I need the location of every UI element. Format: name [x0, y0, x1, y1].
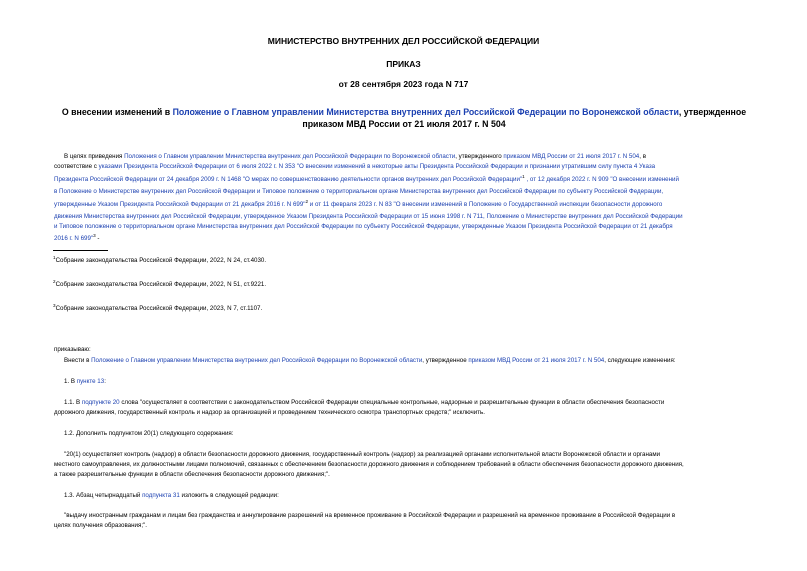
preamble-paragraph — [54, 152, 770, 244]
order-word: приказываю: — [54, 346, 91, 353]
footnote-mark: 2 — [53, 279, 56, 284]
preamble-text: , утвержденного — [455, 153, 504, 160]
footnote-1 — [53, 255, 266, 264]
footnote-mark: 3 — [53, 303, 56, 308]
quote-text: "20(1) осуществляет контроль (надзор) в области безопасности дорожного движения, государственный контроль (надзор) за реализацией органами исполнительной власти Воронежской области и органами — [64, 451, 661, 458]
item-text: 1.2. Дополнить подпунктом 20(1) следующего содержания: — [64, 430, 234, 437]
footnote-divider — [53, 250, 108, 251]
document-date-number: от 28 сентября 2023 года N 717 — [338, 79, 469, 89]
order-intro — [54, 356, 770, 366]
ministry-title: МИНИСТЕРСТВО ВНУТРЕННИХ ДЕЛ РОССИЙСКОЙ ФЕДЕРАЦИИ — [267, 36, 540, 46]
item-1-2 — [54, 429, 770, 439]
regulation-link[interactable]: Положение о Главном управлении Министерства внутренних дел Российской Федерации по Воронежской области — [91, 357, 423, 364]
point-13-link[interactable]: пункте 13 — [76, 378, 105, 385]
subject-suffix: , утвержденное — [678, 107, 747, 117]
subject-prefix: О внесении изменений в — [61, 107, 173, 117]
item-text: 1. В — [64, 378, 77, 385]
preamble-text: , в — [639, 153, 646, 160]
quote-text: а также разрешительные функции в области обеспечения безопасности дорожного движения;". — [54, 470, 330, 478]
order-text: , следующие изменения: — [604, 357, 676, 364]
subject-regulation-link[interactable]: Положение о Главном управлении Министерства внутренних дел Российской Федерации по Воронежской области — [172, 107, 679, 117]
item-text: 1.3. Абзац четырнадцатый — [64, 492, 143, 499]
footnote-3 — [53, 303, 262, 312]
item-1-1 — [54, 398, 770, 418]
presidential-decree-1468-link[interactable]: Президента Российской Федерации от 24 декабря 2009 г. N 1468 "О мерах по совершенствованию деятельности органов внутренних дел Российской Федерации" — [54, 175, 523, 183]
item-1-3 — [54, 491, 770, 501]
preamble-text: соответствие с — [54, 162, 99, 170]
presidential-decree-83-link[interactable]: 2016 г. N 699" — [54, 235, 94, 243]
presidential-decree-83-link[interactable]: и от 11 февраля 2023 г. N 83 "О внесении изменений в Положение о Государственной инспекции безопасности дорожного — [308, 200, 663, 208]
item-text: слова "осуществляет в соответствии с законодательством Российской Федерации специальные контрольные, надзорные и разрешительные функции в области обеспечения безопасности — [119, 399, 665, 406]
document-type: ПРИКАЗ — [386, 59, 421, 69]
preamble-text: В целях приведения — [64, 153, 125, 160]
order-504-link[interactable]: приказом МВД России от 21 июля 2017 г. N 504 — [503, 153, 640, 160]
presidential-decree-909-link[interactable]: , от 12 декабря 2022 г. N 909 "О внесении изменений — [524, 175, 679, 183]
footnote-text: Собрание законодательства Российской Федерации, 2022, N 24, ст.4030. — [55, 257, 267, 265]
quote-20-1 — [54, 450, 770, 480]
item-1 — [54, 377, 770, 387]
footnote-text: Собрание законодательства Российской Федерации, 2023, N 7, ст.1107. — [55, 305, 263, 313]
item-text: дорожного движения, государственный контроль и надзор за организацией и проведением технического осмотра транспортных средств;" исключить. — [54, 408, 485, 416]
quote-abzac — [54, 511, 770, 531]
item-text: 1.1. В — [64, 399, 82, 406]
presidential-decree-83-link[interactable]: и Типовое положение о территориальном органе Министерства внутренних дел Российской Федерации по субъекту Российской Федерации, утвержденные Указом Президента Российской Федерации от 21 декабря — [54, 222, 673, 230]
presidential-decree-909-link[interactable]: в Положение о Министерстве внутренних дел Российской Федерации и Типовое положение о территориальном органе Министерства внутренних дел Российской Федерации по субъекту Российской Федерации, — [54, 187, 664, 195]
footnote-ref-2[interactable]: 2 — [305, 198, 309, 204]
footnote-ref-3[interactable]: 3 — [93, 233, 96, 239]
item-text: изложить в следующей редакции: — [179, 492, 279, 499]
document-subject — [60, 106, 748, 130]
order-text: , утвержденное — [422, 357, 469, 364]
order-504-link[interactable]: приказом МВД России от 21 июля 2017 г. N 504 — [468, 357, 605, 364]
item-text: : — [104, 378, 106, 385]
quote-text: местного самоуправления, их должностными лицами полномочий, связанных с обеспечением безопасности дорожного движения и соблюдением требований в области обеспечения безопасности дорожного движения, — [54, 460, 684, 468]
subject-order-ref: приказом МВД России от 21 июля 2017 г. N 504 — [302, 119, 506, 129]
quote-text: целях получения образования;". — [54, 521, 147, 529]
footnote-mark: 1 — [53, 255, 56, 260]
footnote-text: Собрание законодательства Российской Федерации, 2022, N 51, ст.9221. — [55, 281, 267, 289]
regulation-link[interactable]: Положения о Главном управлении Министерства внутренних дел Российской Федерации по Воронежской области — [124, 153, 456, 160]
quote-text: "выдачу иностранным гражданам и лицам без гражданства и аннулирование разрешений на временное проживание в Российской Федерации и разрешений на временное проживание в Российской Федерации в — [64, 512, 676, 519]
footnote-2 — [53, 279, 266, 288]
presidential-decree-909-link[interactable]: утвержденные Указом Президента Российской Федерации от 21 декабря 2016 г. N 699" — [54, 200, 306, 208]
preamble-text: - — [95, 235, 100, 243]
subpoint-31-link[interactable]: подпункта 31 — [142, 492, 180, 499]
subpoint-20-link[interactable]: подпункте 20 — [81, 399, 120, 406]
presidential-decree-83-link[interactable]: движения Министерства внутренних дел Российской Федерации, утвержденное Указом Президента Российской Федерации от 15 июня 1998 г. N 711, Положение о Министерстве внутренних дел Российской Федерации — [54, 212, 683, 220]
presidential-decrees-link[interactable]: указами Президента Российской Федерации от 6 июля 2022 г. N 353 "О внесении изменений в некоторые акты Президента Российской Федерации и признании утратившим силу пункта 4 Указа — [98, 162, 656, 170]
order-text: Внести в — [64, 357, 92, 364]
footnote-ref-1[interactable]: 1 — [522, 173, 525, 179]
